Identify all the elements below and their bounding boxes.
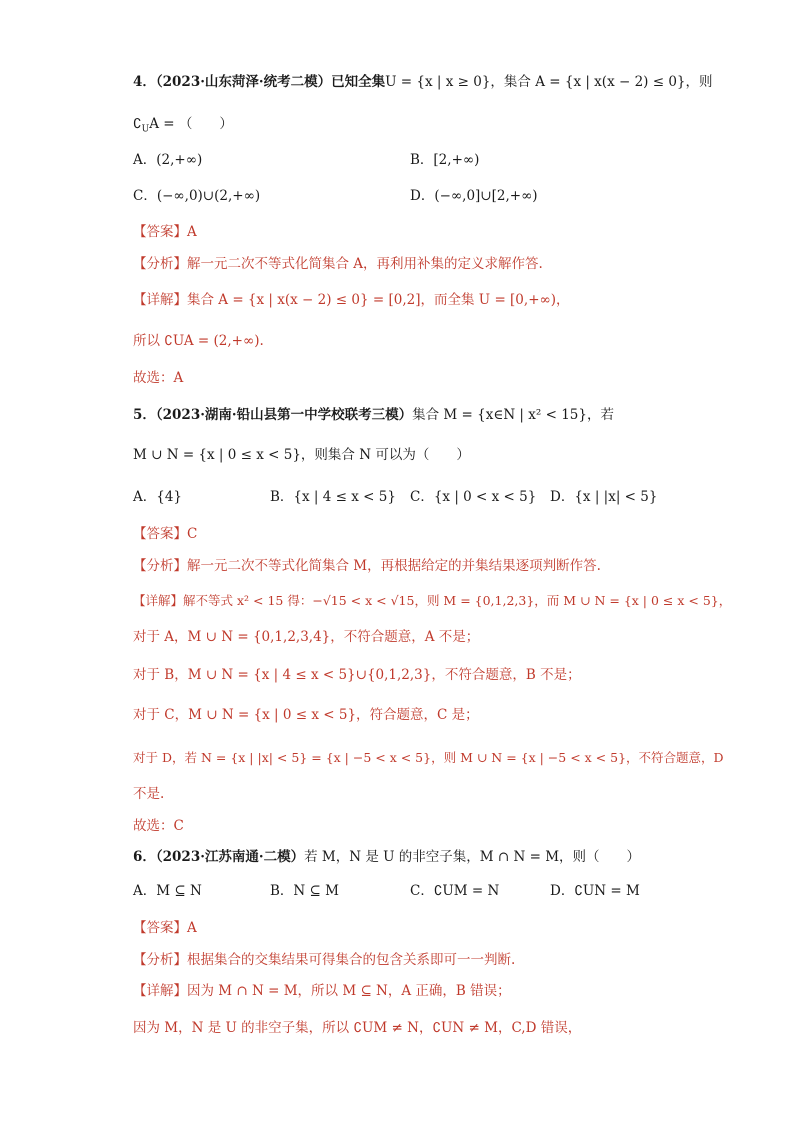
q5-option-d: D．{x | |x| < 5} (550, 489, 658, 505)
q5-answer-value: C (187, 526, 198, 542)
q5-answer (133, 524, 197, 544)
q4-option-d: D．(−∞,0]∪[2,+∞) (410, 188, 538, 204)
q6-answer-value: A (187, 920, 197, 936)
q5-detail-text-1: 解不等式 x² < 15 得：−√15 < x < √15，则 M = {0,1,2,3}，而 M ∪ N = {x | 0 ≤ x < 5}， (183, 593, 732, 608)
q4-answer-label: 【答案】 (133, 224, 187, 240)
q5-stem-line-2: M ∪ N = {x | 0 ≤ x < 5}，则集合 N 可以为（ ） (133, 447, 470, 463)
q4-option-c: C．(−∞,0)∪(2,+∞) (133, 188, 261, 204)
q6-detail-2: 因为 M，N 是 U 的非空子集，所以 ∁UM ≠ N，∁UN ≠ M，C,D 错误， (133, 1020, 582, 1036)
q4-option-a: A．(2,+∞) (133, 152, 203, 168)
q5-detail-2: 对于 A，M ∪ N = {0,1,2,3,4}，不符合题意，A 不是； (133, 629, 480, 645)
q5-answer-label: 【答案】 (133, 526, 187, 542)
q4-detail-1 (133, 290, 570, 310)
q4-stem-math: U = {x | x ≥ 0}，集合 A = {x | x(x − 2) ≤ 0}，则 (385, 74, 713, 90)
q4-answer-value: A (187, 224, 197, 240)
q5-stem-math: 集合 M = {x∈N | x² < 15}，若 (412, 407, 614, 423)
q5-choice: 故选：C (133, 818, 184, 834)
q5-detail-3: 对于 B，M ∪ N = {x | 4 ≤ x < 5}∪{0,1,2,3}，不符合题意，B 不是； (133, 667, 581, 683)
q5-analysis-label: 【分析】 (133, 558, 187, 574)
q6-analysis (133, 950, 515, 970)
q5-analysis-text: 解一元二次不等式化简集合 M，再根据给定的并集结果逐项判断作答. (187, 558, 601, 574)
q5-detail-5: 对于 D，若 N = {x | |x| < 5} = {x | −5 < x < 5}，则 M ∪ N = {x | −5 < x < 5}，不符合题意，D (133, 750, 724, 765)
q5-number-source: 5．（2023·湖南·铅山县第一中学校联考三模） (133, 407, 413, 423)
q4-answer (133, 222, 197, 242)
q4-option-b: B．[2,+∞) (410, 152, 480, 168)
q4-complement-subscript: U (141, 124, 150, 135)
q5-stem-line (133, 405, 614, 425)
q6-detail-text-1: 因为 M ∩ N = M，所以 M ⊆ N，A 正确，B 错误； (187, 983, 511, 999)
q6-analysis-label: 【分析】 (133, 952, 187, 968)
q5-option-b: B．{x | 4 ≤ x < 5} (270, 489, 396, 505)
q6-option-b: B．N ⊆ M (270, 883, 339, 899)
q5-option-c: C．{x | 0 < x < 5} (410, 489, 537, 505)
q4-choice: 故选：A (133, 370, 184, 386)
q6-option-d: D．∁UN = M (550, 883, 640, 899)
q4-stem-line (133, 72, 713, 92)
q4-analysis-label: 【分析】 (133, 256, 187, 272)
q4-detail-2: 所以 ∁UA = (2,+∞). (133, 333, 264, 349)
q4-stem-end: A = （ ） (149, 116, 233, 132)
q4-detail-label: 【详解】 (133, 292, 187, 308)
q5-analysis (133, 556, 601, 576)
q4-analysis (133, 254, 543, 274)
q4-number-source: 4．（2023·山东菏泽·统考二模）已知全集 (133, 74, 386, 90)
q4-analysis-text: 解一元二次不等式化简集合 A，再利用补集的定义求解作答. (187, 256, 543, 272)
q6-detail-label: 【详解】 (133, 983, 187, 999)
q5-detail-1 (133, 591, 731, 611)
q6-analysis-text: 根据集合的交集结果可得集合的包含关系即可一一判断. (187, 952, 516, 968)
q5-option-a: A．{4} (133, 489, 183, 505)
q6-number-source: 6．（2023·江苏南通·二模） (133, 849, 305, 865)
q6-answer (133, 918, 197, 938)
q6-option-c: C．∁UM = N (410, 883, 500, 899)
q5-detail-6: 不是. (133, 786, 165, 802)
q6-stem-text: 若 M，N 是 U 的非空子集，M ∩ N = M，则（ ） (304, 849, 641, 865)
q5-detail-label: 【详解】 (133, 593, 184, 608)
q6-answer-label: 【答案】 (133, 920, 187, 936)
q6-stem-line (133, 847, 640, 867)
q6-detail-1 (133, 981, 511, 1001)
q4-stem-line-2 (133, 114, 233, 140)
q6-option-a: A．M ⊆ N (133, 883, 202, 899)
q4-detail-text-1: 集合 A = {x | x(x − 2) ≤ 0} = [0,2]，而全集 U = [0,+∞)， (187, 292, 570, 308)
q5-detail-4: 对于 C，M ∪ N = {x | 0 ≤ x < 5}，符合题意，C 是； (133, 707, 479, 723)
q4-complement-symbol: ∁ (133, 116, 142, 132)
